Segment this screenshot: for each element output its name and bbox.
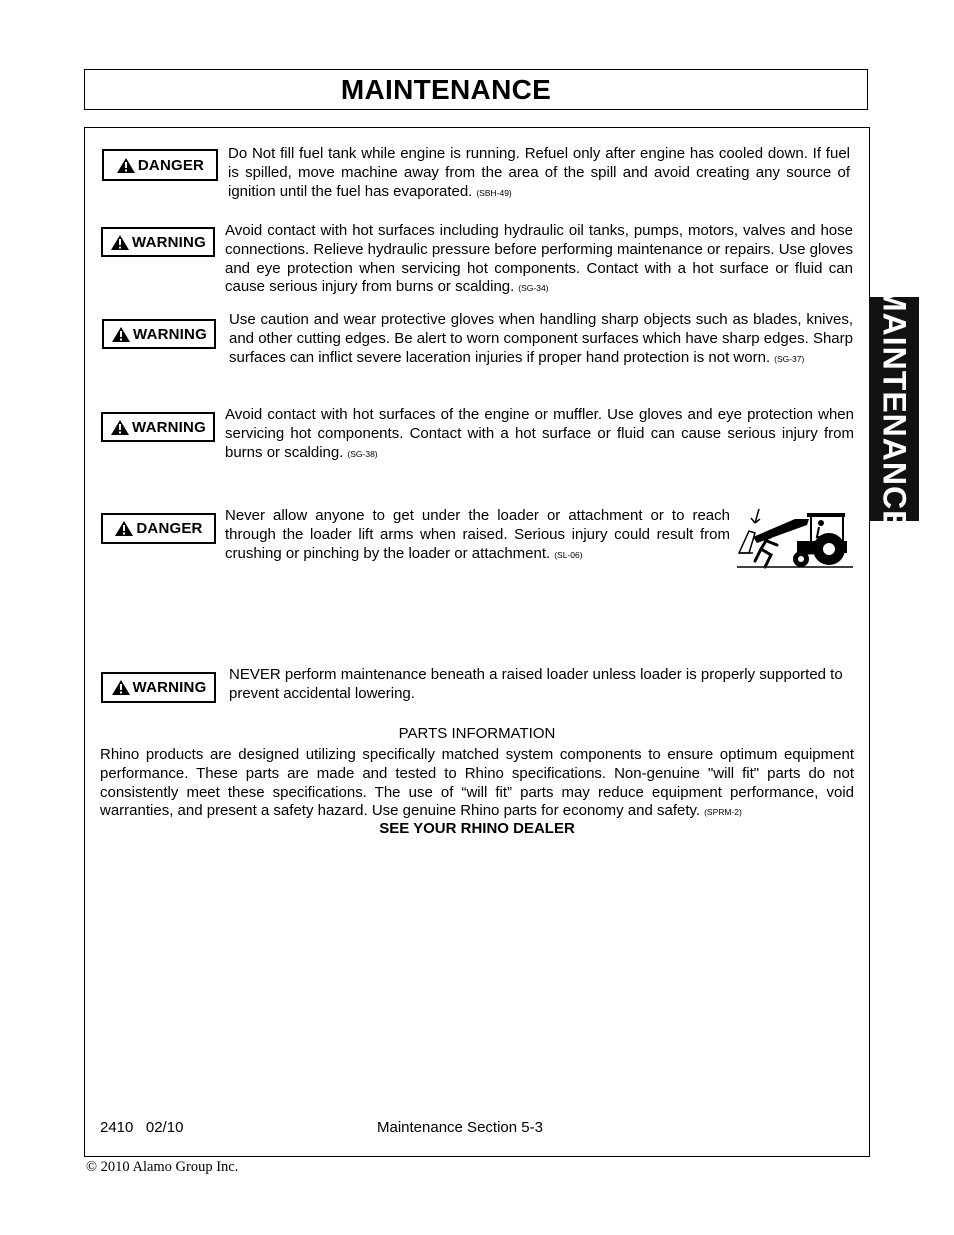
notice-text <box>228 145 850 202</box>
badge-label: WARNING <box>132 233 206 251</box>
notice-text <box>229 666 857 704</box>
notice-body: Avoid contact with hot surfaces of the engine or muffler. Use gloves and eye protection when servicing hot components. Contact with a hot surface or fluid can cause serious injury from burns or scalding. <box>225 406 854 461</box>
warning-triangle-icon <box>111 679 131 696</box>
notice-body: Do Not fill fuel tank while engine is running. Refuel only after engine has cooled down. If fuel is spilled, move machine away from the area of the spill and avoid creating any source of ignition until the fuel has evaporated. <box>228 145 850 200</box>
parts-body: Rhino products are designed utilizing specifically matched system components to ensure optimum equipment performance. These parts are made and tested to Rhino specifications. Non-genuine "will fit" parts do not consistently meet these specifications. The use of “will fit” parts may reduce equipment performance, void warranties, and present a safety hazard. Use genuine Rhino parts for economy and safety. <box>100 746 854 820</box>
badge-label: WARNING <box>133 325 207 343</box>
notice-text <box>225 406 854 463</box>
danger-badge <box>102 149 218 181</box>
warning-triangle-icon <box>116 157 136 174</box>
notice-text <box>229 311 853 368</box>
notice-text <box>225 222 853 298</box>
warning-triangle-icon <box>114 520 134 537</box>
warning-badge <box>101 672 216 703</box>
document-id: 2410 02/10 <box>100 1119 184 1136</box>
warning-badge <box>101 227 215 257</box>
badge-label: WARNING <box>132 679 207 696</box>
section-page-number: Maintenance Section 5-3 <box>377 1119 543 1136</box>
notice-body: Never allow anyone to get under the loader or attachment or to reach through the loader lift arms when raised. Serious injury could result from crushing or pinching by the loader or attachment. <box>225 507 730 562</box>
warning-triangle-icon <box>111 326 131 343</box>
page-header <box>84 69 868 110</box>
badge-label: DANGER <box>137 156 205 174</box>
notice-body: Use caution and wear protective gloves when handling sharp objects such as blades, knives, and other cutting edges. Be alert to worn component surfaces which have sharp edges. Sharp surfaces can inflict severe laceration injuries if proper hand protection is not worn. <box>229 311 853 366</box>
loader-crush-hazard-icon <box>735 505 855 571</box>
warning-triangle-icon <box>110 234 130 251</box>
badge-label: WARNING <box>132 418 206 436</box>
parts-text <box>100 746 854 822</box>
notice-code: (SG-37) <box>774 353 805 364</box>
notice-body: Avoid contact with hot surfaces including hydraulic oil tanks, pumps, motors, valves and hose connections. Relieve hydraulic pressure before performing maintenance or repairs. Use gloves and eye protection when servicing hot components. Contact with a hot surface or fluid can cause serious injury from burns or scalding. <box>225 222 853 296</box>
badge-label: DANGER <box>136 520 203 537</box>
copyright-notice: © 2010 Alamo Group Inc. <box>86 1159 239 1175</box>
warning-badge <box>102 319 216 349</box>
warning-badge <box>101 412 215 442</box>
notice-code: (SG-38) <box>347 448 378 459</box>
notice-body: NEVER perform maintenance beneath a raised loader unless loader is properly supported to prevent accidental lowering. <box>229 666 843 702</box>
danger-badge <box>101 513 216 544</box>
parts-code: (SPRM-2) <box>704 807 742 818</box>
notice-code: (SL-06) <box>554 549 583 560</box>
section-tab-label: MAINTENANCE <box>876 285 913 533</box>
dealer-note: SEE YOUR RHINO DEALER <box>379 820 575 837</box>
warning-triangle-icon <box>110 419 130 436</box>
page-title: MAINTENANCE <box>340 73 552 105</box>
parts-heading: PARTS INFORMATION <box>398 725 556 742</box>
notice-code: (SBH-49) <box>476 187 512 198</box>
notice-text <box>225 507 730 564</box>
notice-code: (SG-34) <box>518 283 549 294</box>
section-tab <box>869 285 919 533</box>
